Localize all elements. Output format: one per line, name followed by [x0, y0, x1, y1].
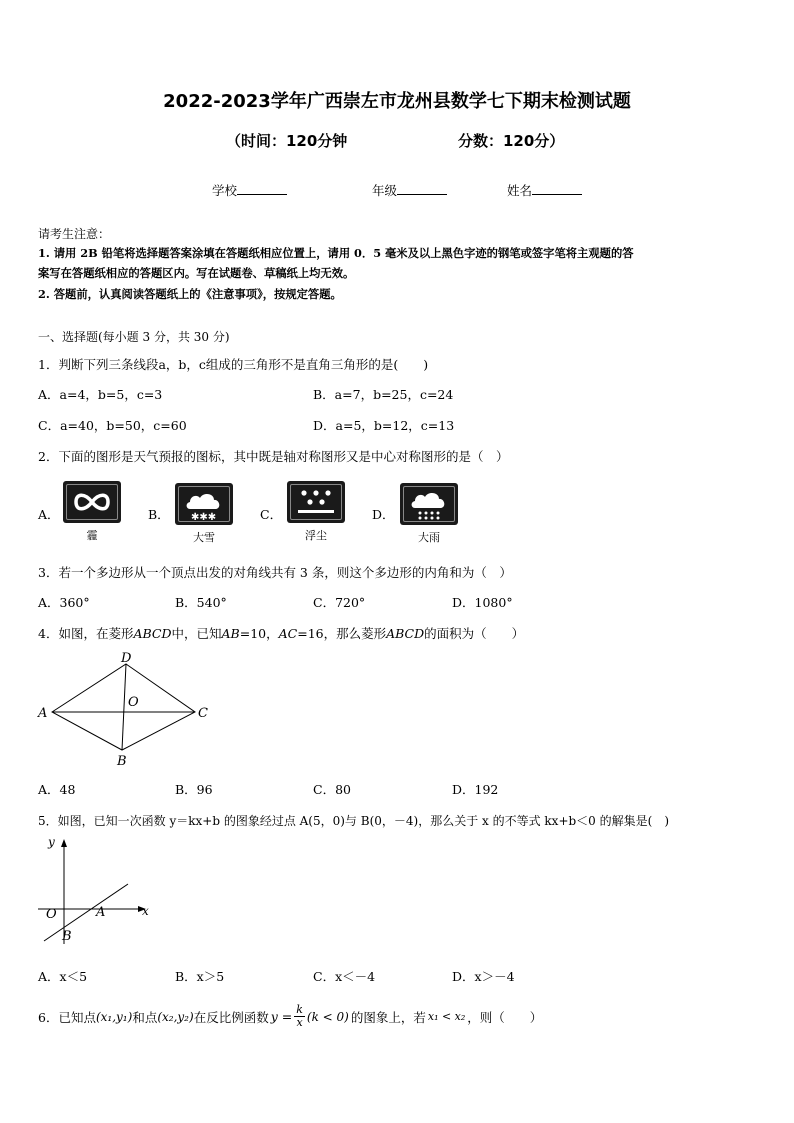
notice-line2: 2. 答题前，认真阅读答题纸上的《注意事项》，按规定答题。 — [38, 287, 342, 301]
q3-option-b[interactable]: B．540° — [175, 595, 227, 610]
heavy-rain-icon — [400, 483, 458, 525]
school-blank[interactable] — [237, 182, 287, 195]
label-o: O — [128, 695, 139, 710]
q5-stem: 5．如图，已知一次函数 y＝kx+b 的图象经过点 A(5，0)与 B(0，－4)，那么关于 x 的不等式 kx+b＜0 的解集是( ) — [38, 814, 669, 828]
page-title: 2022-2023学年广西崇左市龙州县数学七下期末检测试题 — [163, 91, 631, 112]
grade-field — [372, 181, 447, 199]
q1-option-c[interactable]: C．a=40，b=50，c=60 — [38, 418, 187, 433]
label-point-a: A — [96, 905, 106, 920]
q2-option-c[interactable]: C． — [260, 507, 283, 522]
q5-option-c[interactable]: C．x＜－4 — [313, 969, 376, 984]
exam-time: （时间：120分钟 — [226, 132, 348, 150]
q1-option-d[interactable]: D．a=5，b=12，c=13 — [313, 418, 455, 433]
q4-option-b[interactable]: B．96 — [175, 782, 213, 797]
notice-line1a: 1. 请用 2B 铅笔将选择题答案涂填在答题纸相应位置上，请用 0．5 毫米及以上黑色字迹的钢笔或签字笔将主观题的答 — [38, 246, 634, 260]
q3-stem: 3．若一个多边形从一个顶点出发的对角线共有 3 条，则这个多边形的内角和为（ ） — [38, 565, 512, 580]
q4-option-c[interactable]: C．80 — [313, 782, 351, 797]
label-a: A — [38, 706, 48, 721]
svg-text:✱✱✱: ✱✱✱ — [191, 512, 217, 523]
school-label: 学校 — [212, 183, 238, 198]
q4-option-d[interactable]: D．192 — [452, 782, 499, 797]
q4-stem: 4．如图，在菱形ABCD中，已知AB=10，AC=16，那么菱形ABCD的面积为（ ） — [38, 626, 525, 641]
section-heading: 一、选择题(每小题 3 分，共 30 分) — [38, 330, 230, 344]
name-field — [507, 181, 582, 199]
school-field — [212, 181, 287, 199]
q2-option-d[interactable]: D． — [372, 507, 395, 522]
q5-option-b[interactable]: B．x＞5 — [175, 969, 225, 984]
q2-stem: 2．下面的图形是天气预报的图标，其中既是轴对称图形又是中心对称图形的是（ ） — [38, 449, 509, 464]
haze-icon — [63, 481, 121, 523]
q1-option-a[interactable]: A．a=4，b=5，c=3 — [38, 387, 163, 402]
notice-line1b: 案写在答题纸相应的答题区内。写在试题卷、草稿纸上均无效。 — [38, 266, 355, 280]
label-point-b: B — [62, 929, 72, 944]
caption-c: 浮尘 — [305, 529, 327, 542]
q1-stem: 1．判断下列三条线段a，b，c组成的三角形不是直角三角形的是( ) — [38, 357, 429, 372]
label-origin: O — [46, 907, 57, 922]
label-b: B — [117, 754, 127, 769]
q3-option-a[interactable]: A．360° — [38, 595, 90, 610]
floating-dust-icon — [287, 481, 345, 523]
q1-option-b[interactable]: B．a=7，b=25，c=24 — [313, 387, 454, 402]
label-y: y — [48, 835, 55, 849]
q2-option-b[interactable]: B． — [148, 507, 170, 522]
q2-option-a[interactable]: A． — [38, 507, 60, 522]
q5-option-d[interactable]: D．x＞－4 — [452, 969, 515, 984]
exam-score: 分数：120分） — [458, 132, 565, 150]
q4-option-a[interactable]: A．48 — [38, 782, 76, 797]
q5-option-a[interactable]: A．x＜5 — [38, 969, 88, 984]
q3-option-c[interactable]: C．720° — [313, 595, 366, 610]
label-c: C — [198, 706, 208, 721]
label-d: D — [121, 651, 132, 666]
q3-option-d[interactable]: D．1080° — [452, 595, 513, 610]
grade-label: 年级 — [372, 183, 398, 198]
rhombus-figure — [30, 648, 220, 773]
q6-stem: 6．已知点 (x₁,y₁) 和点 (x₂,y₂) 在反比例函数 y = $\frac{k}{x}$ (k < 0) 的图象上，若 x₁ < x₂ ，则（ ） — [38, 1003, 543, 1029]
label-x: x — [142, 904, 149, 918]
linear-function-figure — [30, 834, 160, 949]
caption-d: 大雨 — [418, 531, 440, 544]
caption-b: 大雪 — [193, 531, 215, 544]
caption-a: 霾 — [86, 529, 98, 542]
grade-blank[interactable] — [397, 182, 447, 195]
name-label: 姓名 — [507, 183, 533, 198]
name-blank[interactable] — [532, 182, 582, 195]
notice-heading: 请考生注意： — [38, 227, 111, 241]
heavy-snow-icon — [175, 483, 233, 525]
